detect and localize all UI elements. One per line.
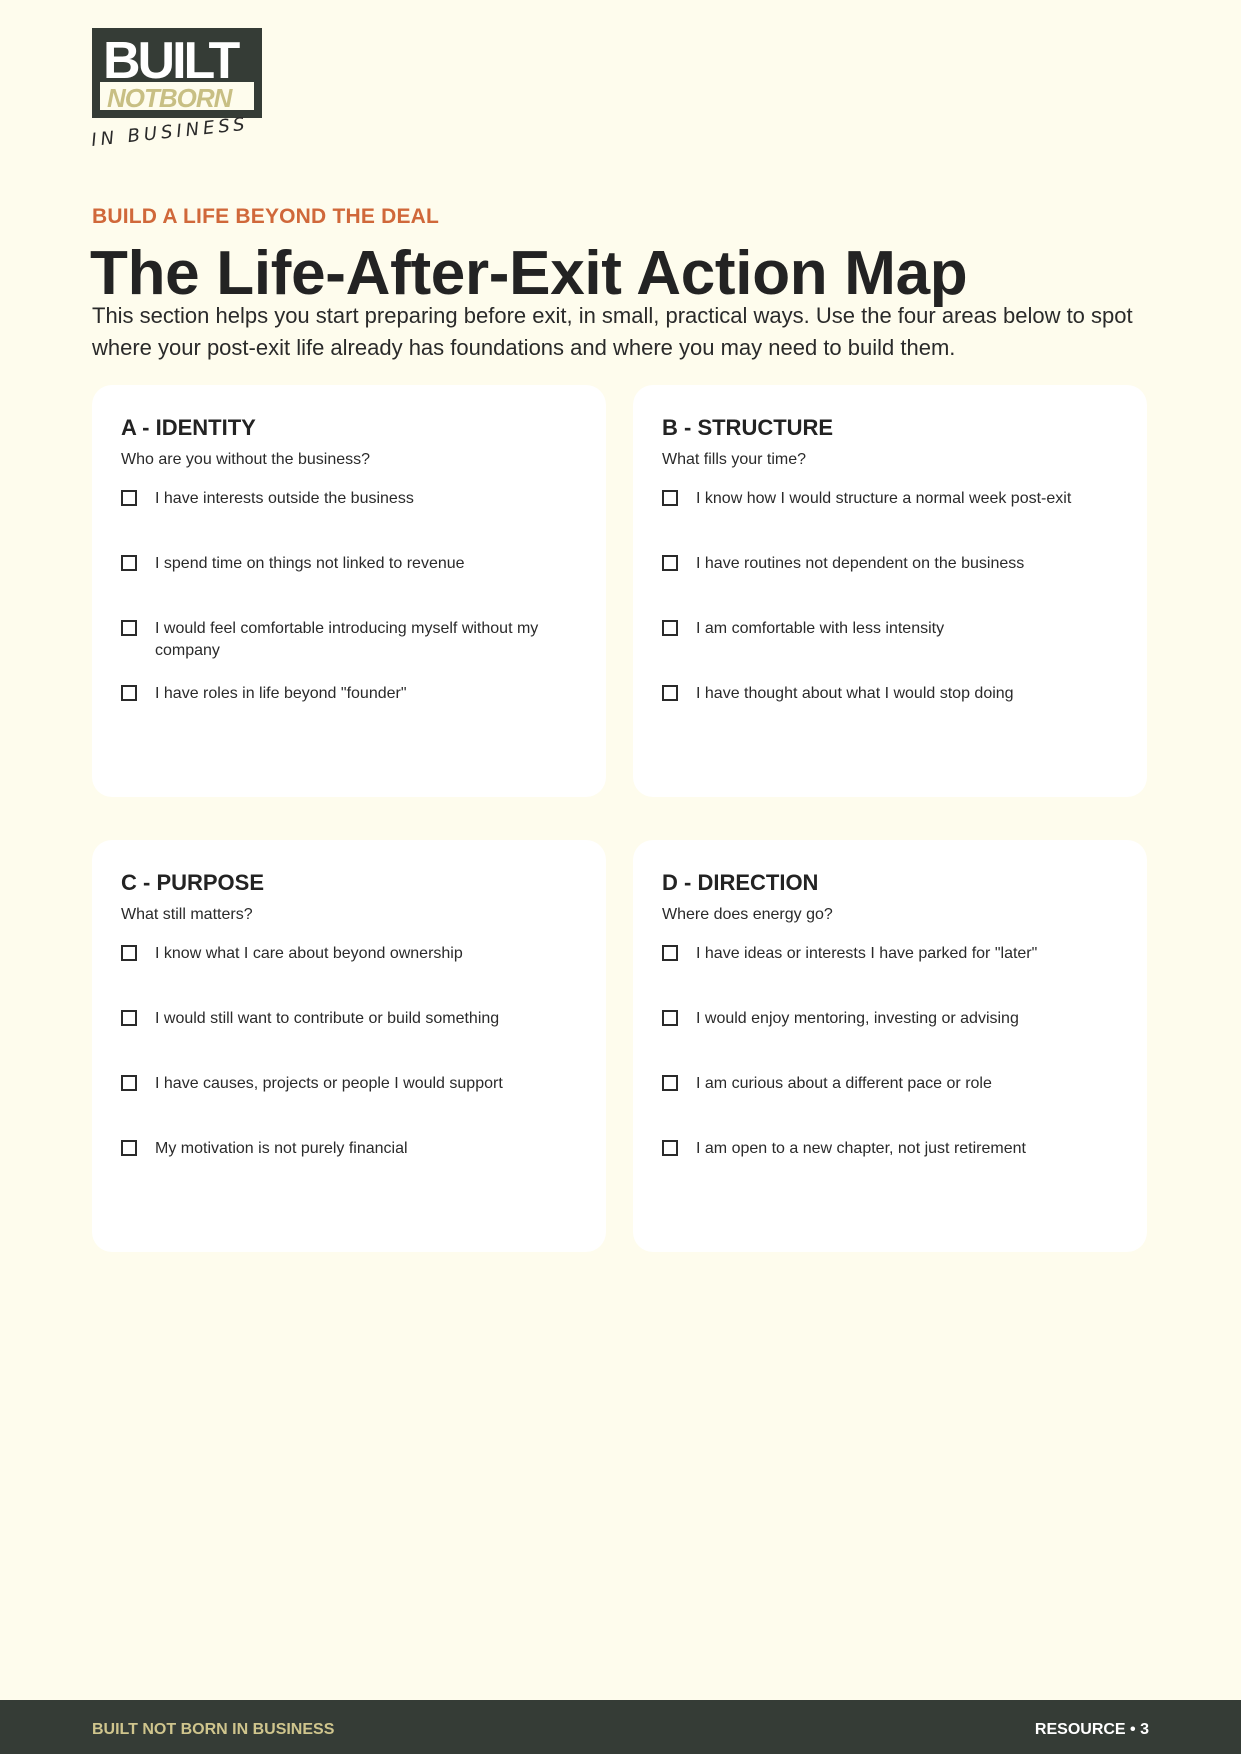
checkbox[interactable]	[662, 1140, 678, 1156]
checklist-item	[662, 1138, 1118, 1203]
checkbox[interactable]	[662, 490, 678, 506]
checkbox[interactable]	[121, 490, 137, 506]
checklist-item-label: I would feel comfortable introducing myself without my company	[155, 620, 539, 659]
checklist-item-label: I am open to a new chapter, not just retirement	[696, 1140, 1026, 1157]
checklist-item-label: I have ideas or interests I have parked for "later"	[696, 945, 1038, 962]
checklist-item	[121, 488, 577, 553]
checklist-item-label: I would still want to contribute or build something	[155, 1010, 500, 1027]
checklist-item-label: I would enjoy mentoring, investing or advising	[696, 1010, 1019, 1027]
checklist-item-label: I am comfortable with less intensity	[696, 620, 945, 637]
footer-page-number: RESOURCE • 3	[1034, 1721, 1149, 1738]
card-title: B - STRUCTURE	[662, 415, 834, 440]
checklist-item	[121, 683, 577, 748]
checklist-item	[121, 1073, 577, 1138]
card-question: Who are you without the business?	[121, 451, 371, 468]
checklist-item	[662, 618, 1118, 683]
checkbox[interactable]	[662, 685, 678, 701]
checkbox[interactable]	[121, 1010, 137, 1026]
checklist-item-label: I have interests outside the business	[155, 490, 414, 507]
checklist-item-label: I spend time on things not linked to revenue	[155, 555, 465, 572]
checkbox[interactable]	[121, 620, 137, 636]
card-question: Where does energy go?	[662, 906, 833, 923]
card-title: D - DIRECTION	[662, 870, 819, 895]
checkbox[interactable]	[662, 620, 678, 636]
checklist-item	[121, 943, 577, 1008]
brand-logo	[92, 28, 282, 156]
checklist-item	[662, 1073, 1118, 1138]
checkbox[interactable]	[121, 685, 137, 701]
section-eyebrow: BUILD A LIFE BEYOND THE DEAL	[92, 205, 440, 228]
checklist-item	[662, 488, 1118, 553]
checkbox[interactable]	[121, 945, 137, 961]
card-identity	[92, 385, 606, 797]
card-structure	[633, 385, 1147, 797]
checkbox[interactable]	[121, 1140, 137, 1156]
footer-brand: BUILT NOT BORN IN BUSINESS	[92, 1721, 335, 1738]
card-title: C - PURPOSE	[121, 870, 265, 895]
checkbox[interactable]	[121, 555, 137, 571]
checklist-item-label: I am curious about a different pace or role	[696, 1075, 992, 1092]
checklist-item	[662, 683, 1118, 748]
intro-paragraph: This section helps you start preparing before exit, in small, practical ways. Use the four areas below to spot where your post-exit life already has foundations and where you may need to build them.	[92, 303, 1133, 360]
checklist-item	[662, 553, 1118, 618]
checkbox[interactable]	[662, 945, 678, 961]
checklist-item-label: I have thought about what I would stop doing	[696, 685, 1014, 702]
card-title: A - IDENTITY	[121, 415, 256, 440]
card-purpose	[92, 840, 606, 1252]
page-title: The Life-After-Exit Action Map	[90, 239, 968, 308]
card-direction	[633, 840, 1147, 1252]
logo-line-3: IN BUSINESS	[92, 113, 250, 151]
checklist-item-label: I know how I would structure a normal week post-exit	[696, 490, 1072, 507]
checklist-item	[121, 1008, 577, 1073]
page-footer	[0, 1700, 1241, 1754]
checkbox[interactable]	[662, 1075, 678, 1091]
checklist-item	[121, 618, 577, 683]
checklist-item	[662, 1008, 1118, 1073]
checklist-item	[121, 553, 577, 618]
checklist-item	[121, 1138, 577, 1203]
checklist-item-label: I have roles in life beyond "founder"	[155, 685, 407, 702]
checklist-item-label: I have routines not dependent on the business	[696, 555, 1025, 572]
logo-line-2: NOTBORN	[107, 83, 232, 113]
checkbox[interactable]	[121, 1075, 137, 1091]
checkbox[interactable]	[662, 1010, 678, 1026]
checklist-item	[662, 943, 1118, 1008]
checklist-item-label: My motivation is not purely financial	[155, 1140, 408, 1157]
checklist-item-label: I know what I care about beyond ownership	[155, 945, 463, 962]
card-question: What fills your time?	[662, 451, 807, 468]
checklist-item-label: I have causes, projects or people I would support	[155, 1075, 503, 1092]
checkbox[interactable]	[662, 555, 678, 571]
logo-line-1: BUILT	[103, 32, 238, 90]
card-question: What still matters?	[121, 906, 253, 923]
